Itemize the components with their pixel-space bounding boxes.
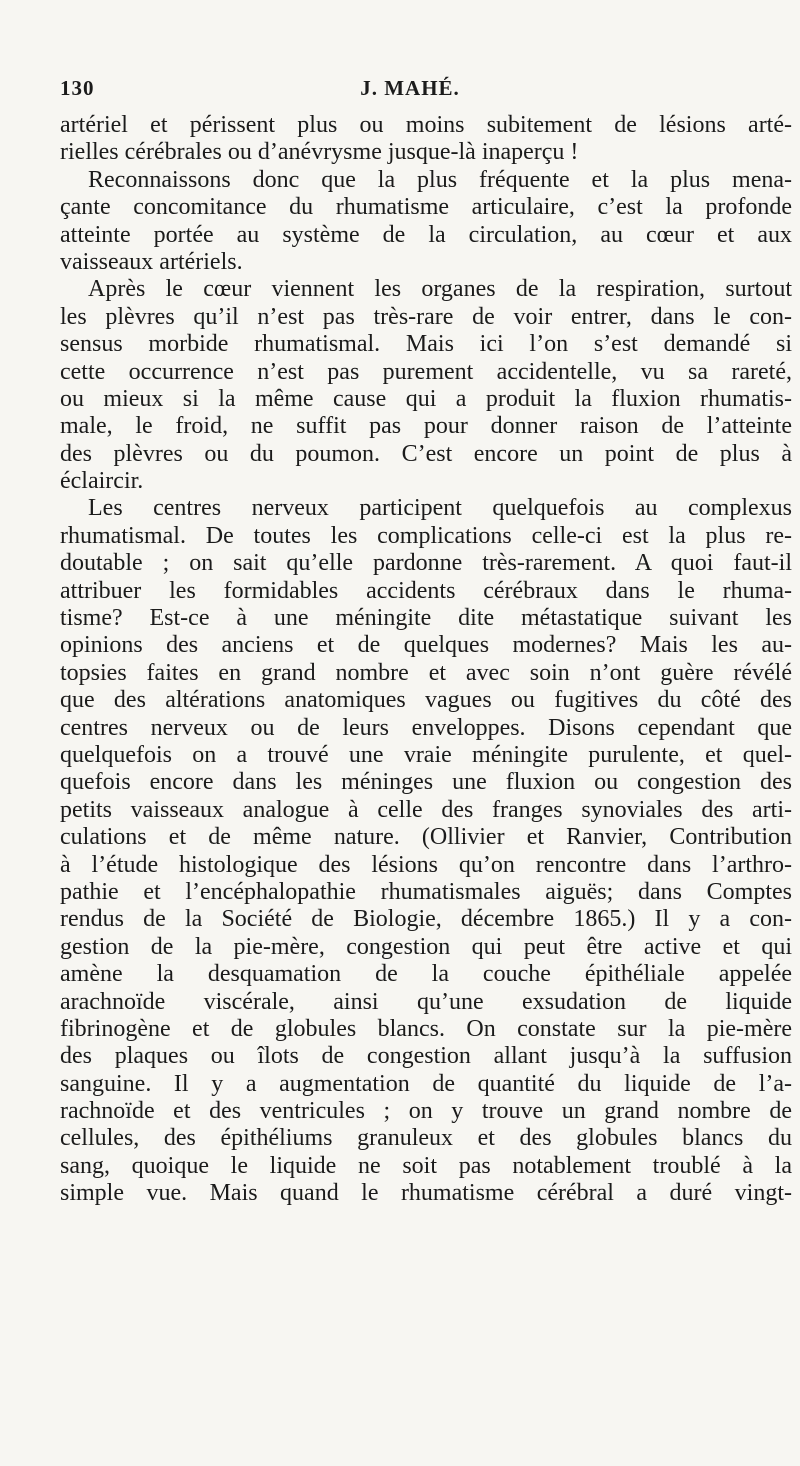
text-line: culations et de même nature. (Ollivier et Ranvier, Contribution: [60, 824, 792, 851]
text-line: atteinte portée au système de la circulation, au cœur et aux: [60, 221, 792, 248]
text-line: quefois encore dans les méninges une fluxion ou congestion des: [60, 769, 792, 796]
text-line: cellules, des épithéliums granuleux et des globules blancs du: [60, 1125, 792, 1152]
text-line: que des altérations anatomiques vagues ou fugitives du côté des: [60, 687, 792, 714]
text-line: sensus morbide rhumatismal. Mais ici l’on s’est demandé si: [60, 331, 792, 358]
text-line: tisme? Est-ce à une méningite dite métastatique suivant les: [60, 605, 792, 632]
text-line: les plèvres qu’il n’est pas très-rare de voir entrer, dans le con-: [60, 303, 792, 330]
text-line: Après le cœur viennent les organes de la respiration, surtout: [88, 276, 792, 303]
running-head: J. MAHÉ.: [360, 76, 460, 100]
text-line: doutable ; on sait qu’elle pardonne très-rarement. A quoi faut-il: [60, 550, 792, 577]
text-line: opinions des anciens et de quelques modernes? Mais les au-: [60, 632, 792, 659]
text-line: artériel et périssent plus ou moins subitement de lésions arté-: [60, 112, 792, 138]
text-line: simple vue. Mais quand le rhumatisme cérébral a duré vingt-: [60, 1180, 792, 1207]
text-line: rielles cérébrales ou d’anévrysme jusque-là inaperçu !: [60, 139, 579, 166]
text-line: amène la desquamation de la couche épithéliale appelée: [60, 961, 792, 988]
text-line: arachnoïde viscérale, ainsi qu’une exsudation de liquide: [60, 988, 792, 1015]
body-text: [60, 112, 792, 1208]
text-line: à l’étude histologique des lésions qu’on rencontre dans l’arthro-: [60, 851, 792, 878]
text-line: male, le froid, ne suffit pas pour donner raison de l’atteinte: [60, 413, 792, 440]
text-line: quelquefois on a trouvé une vraie méningite purulente, et quel-: [60, 741, 792, 768]
text-line: topsies faites en grand nombre et avec soin n’ont guère révélé: [60, 659, 792, 686]
text-line: cette occurrence n’est pas purement accidentelle, vu sa rareté,: [60, 358, 792, 385]
page-header: [60, 76, 760, 108]
text-line: vaisseaux artériels.: [60, 248, 243, 275]
text-line: pathie et l’encéphalopathie rhumatismales aiguës; dans Comptes: [60, 878, 792, 905]
text-line: Les centres nerveux participent quelquefois au complexus: [88, 495, 792, 522]
text-line: sanguine. Il y a augmentation de quantité du liquide de l’a-: [60, 1070, 792, 1097]
text-line: des plèvres ou du poumon. C’est encore un point de plus à: [60, 440, 792, 467]
text-line: attribuer les formidables accidents cérébraux dans le rhuma-: [60, 577, 792, 604]
text-line: sang, quoique le liquide ne soit pas notablement troublé à la: [60, 1152, 792, 1179]
text-line: petits vaisseaux analogue à celle des franges synoviales des arti-: [60, 796, 792, 823]
text-line: fibrinogène et de globules blancs. On constate sur la pie-mère: [60, 1015, 792, 1042]
text-line: rhumatismal. De toutes les complications celle-ci est la plus re-: [60, 522, 792, 549]
text-line: rachnoïde et des ventricules ; on y trouve un grand nombre de: [60, 1098, 792, 1125]
text-line: ou mieux si la même cause qui a produit la fluxion rhumatis-: [60, 385, 792, 412]
text-line: Reconnaissons donc que la plus fréquente et la plus mena-: [88, 166, 792, 193]
text-line: çante concomitance du rhumatisme articulaire, c’est la profonde: [60, 194, 792, 221]
text-line: rendus de la Société de Biologie, décembre 1865.) Il y a con-: [60, 906, 792, 933]
text-line: éclaircir.: [60, 468, 144, 495]
text-line: des plaques ou îlots de congestion allant jusqu’à la suffusion: [60, 1043, 792, 1070]
text-line: gestion de la pie-mère, congestion qui peut être active et qui: [60, 933, 792, 960]
text-line: centres nerveux ou de leurs enveloppes. Disons cependant que: [60, 714, 792, 741]
page-number: 130: [60, 76, 95, 100]
